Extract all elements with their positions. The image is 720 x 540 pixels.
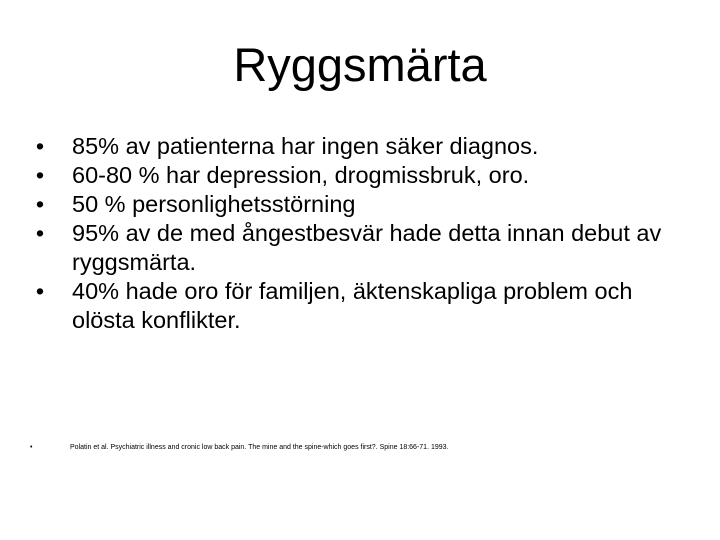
bullet-item: [30, 219, 690, 277]
bullet-marker: •: [35, 220, 45, 246]
bullet-text: 40% hade oro för familjen, äktenskapliga problem och olösta konflikter.: [72, 278, 633, 333]
bullet-item: [30, 132, 690, 161]
bullet-marker: •: [35, 278, 45, 304]
bullet-text: 60-80 % har depression, drogmissbruk, oro.: [72, 162, 530, 188]
bullet-text: 50 % personlighetsstörning: [72, 191, 356, 217]
bullet-marker: •: [35, 133, 45, 159]
bullet-item: [30, 190, 690, 219]
bullet-text: 95% av de med ångestbesvär hade detta innan debut av ryggsmärta.: [72, 220, 662, 275]
bullet-marker: •: [35, 162, 45, 188]
bullet-marker: •: [35, 191, 45, 217]
footnote: [30, 443, 690, 453]
bullet-text: 85% av patienterna har ingen säker diagnos.: [72, 133, 539, 159]
bullet-item: [30, 161, 690, 190]
bullet-list: [30, 132, 690, 335]
footnote-text: Polatin et al. Psychiatric illness and cronic low back pain. The mine and the spine-which goes first?. Spine 18:66-71. 1993.: [70, 444, 449, 451]
slide-title: Ryggsmärta: [233, 38, 487, 91]
bullet-item: [30, 277, 690, 335]
footnote-marker: •: [30, 444, 33, 451]
